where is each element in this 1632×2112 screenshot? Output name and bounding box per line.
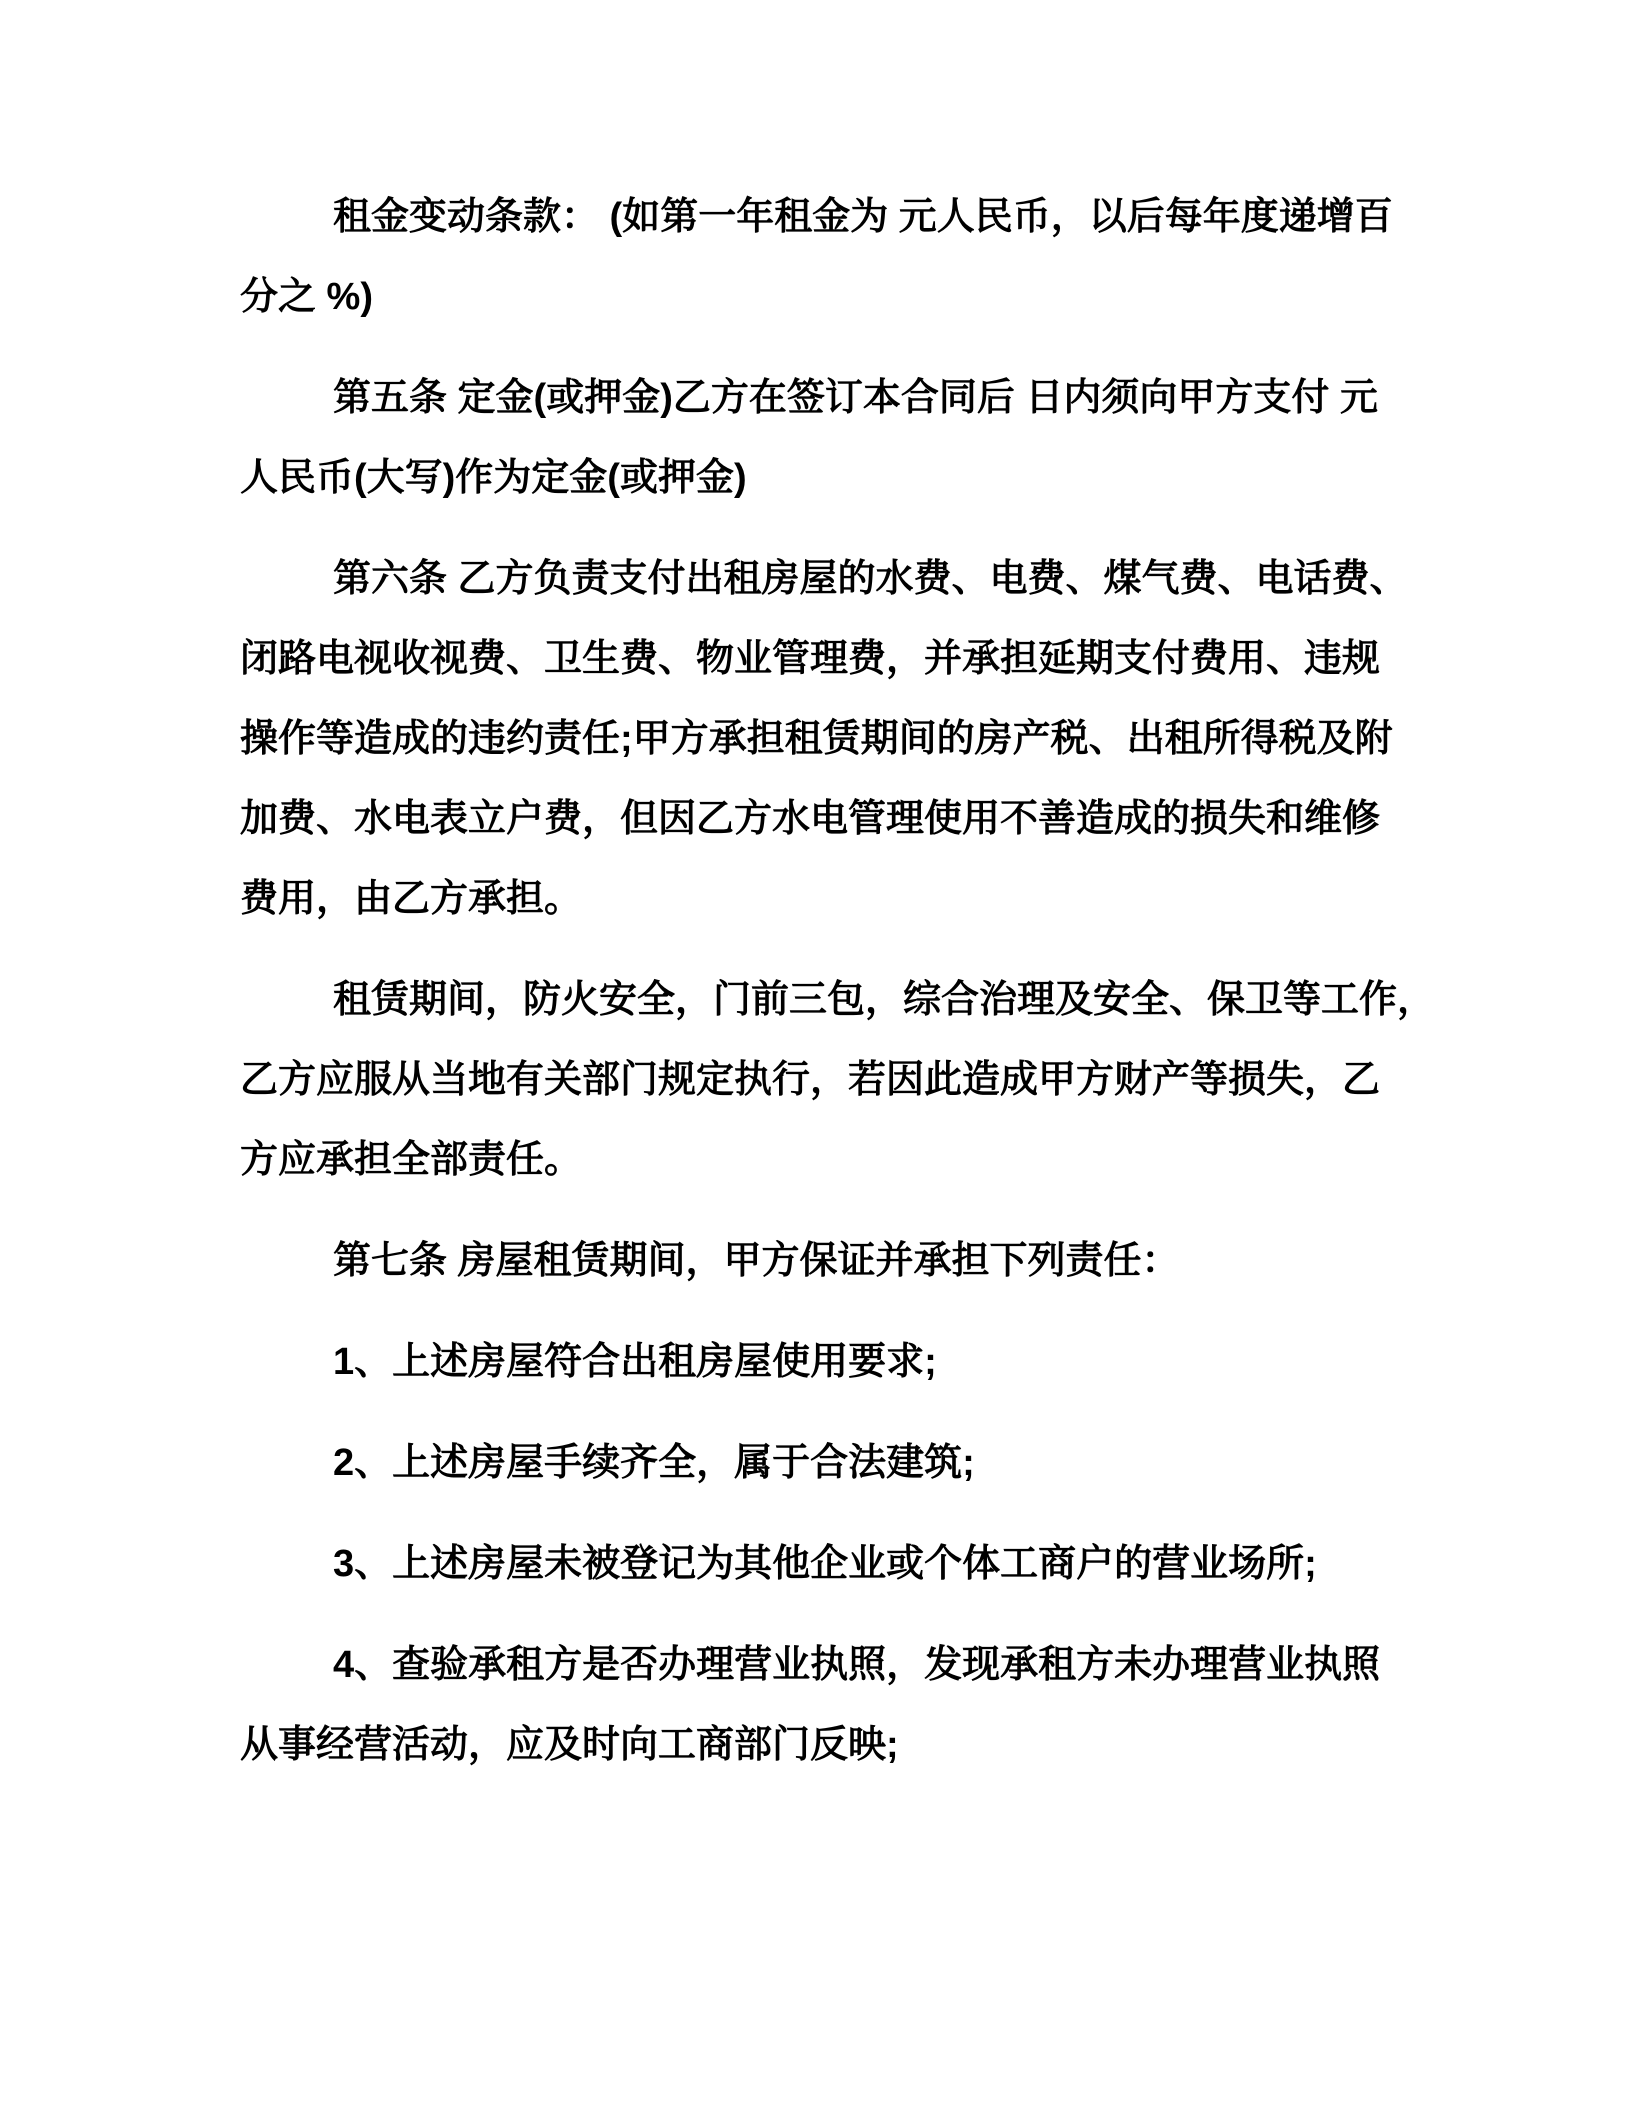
text-line: 2、上述房屋手续齐全，属于合法建筑; bbox=[333, 1442, 975, 1484]
text-line: 方应承担全部责任。 bbox=[240, 1139, 583, 1181]
text-line: 1、上述房屋符合出租房屋使用要求; bbox=[333, 1341, 937, 1383]
text-line: 第五条 定金(或押金)乙方在签订本合同后 日内须向甲方支付 元 bbox=[333, 377, 1378, 419]
paragraph bbox=[240, 1625, 1510, 1785]
text-line: 从事经营活动，应及时向工商部门反映; bbox=[240, 1724, 899, 1766]
paragraph bbox=[240, 358, 1510, 518]
paragraph bbox=[240, 1524, 1510, 1604]
paragraph bbox=[240, 1221, 1510, 1301]
text-line: 加费、水电表立户费，但因乙方水电管理使用不善造成的损失和维修 bbox=[240, 798, 1381, 840]
paragraph bbox=[240, 1423, 1510, 1503]
paragraph bbox=[240, 177, 1510, 337]
paragraph bbox=[240, 539, 1510, 939]
text-line: 操作等造成的违约责任;甲方承担租赁期间的房产税、出租所得税及附 bbox=[240, 718, 1393, 760]
text-line: 第六条 乙方负责支付出租房屋的水费、电费、煤气费、电话费、 bbox=[333, 558, 1408, 600]
text-line: 人民币(大写)作为定金(或押金) bbox=[240, 457, 747, 499]
paragraph bbox=[240, 1322, 1510, 1402]
text-line: 租赁期间，防火安全，门前三包，综合治理及安全、保卫等工作， bbox=[333, 979, 1436, 1021]
text-line: 乙方应服从当地有关部门规定执行，若因此造成甲方财产等损失，乙 bbox=[240, 1059, 1381, 1101]
text-line: 4、查验承租方是否办理营业执照，发现承租方未办理营业执照 bbox=[333, 1644, 1381, 1686]
text-line: 闭路电视收视费、卫生费、物业管理费，并承担延期支付费用、违规 bbox=[240, 638, 1381, 680]
text-line: 分之 %) bbox=[240, 276, 374, 318]
text-line: 第七条 房屋租赁期间，甲方保证并承担下列责任： bbox=[333, 1240, 1180, 1282]
text-line: 费用，由乙方承担。 bbox=[240, 878, 583, 920]
contract-body bbox=[240, 177, 1510, 1806]
text-line: 租金变动条款： (如第一年租金为 元人民币，以后每年度递增百 bbox=[333, 196, 1393, 238]
text-line: 3、上述房屋未被登记为其他企业或个体工商户的营业场所; bbox=[333, 1543, 1317, 1585]
paragraph bbox=[240, 960, 1510, 1200]
